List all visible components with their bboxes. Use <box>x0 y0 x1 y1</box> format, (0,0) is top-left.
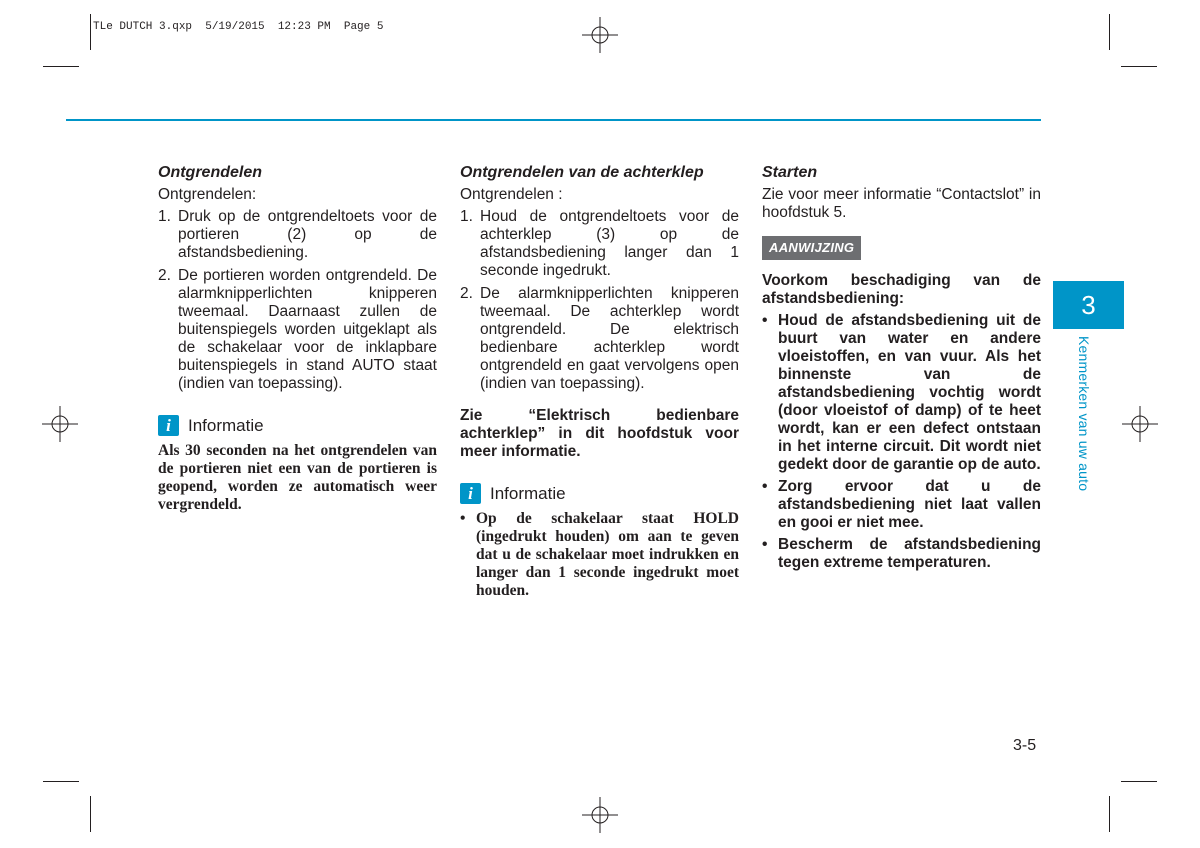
step-text: Druk op de ontgrendeltoets voor de portieren (2) op de afstandsbediening. <box>178 208 437 261</box>
column-tailgate <box>460 164 739 600</box>
crop-mark <box>1121 66 1157 67</box>
crop-mark <box>1109 14 1110 50</box>
list-item <box>762 478 1041 532</box>
chapter-side-label: Kenmerken van uw auto <box>1076 336 1092 492</box>
notice-badge: AANWIJZING <box>762 236 861 260</box>
intro-text: Ontgrendelen : <box>460 186 563 203</box>
info-icon: i <box>460 483 481 504</box>
info-text: Op de schakelaar staat HOLD (ingedrukt houden) om aan te geven dat u de schakelaar moet indrukken en langer dan 1 seconde ingedrukt moet houden. <box>476 510 739 599</box>
column-starting <box>762 164 1041 572</box>
info-icon: i <box>158 415 179 436</box>
print-slug: TLe DUTCH 3.qxp 5/19/2015 12:23 PM Page 5 <box>93 21 384 33</box>
section-heading: Starten <box>762 164 818 181</box>
step-text: De alarmknipperlichten knipperen tweemaal. De achterklep wordt ontgrendeld. De elektrisch bedienbare achterklep wordt ontgrendeld en gaat vervolgens open (indien van toepassing). <box>480 285 739 392</box>
crop-mark <box>1109 796 1110 832</box>
step-number: 2. <box>460 285 473 302</box>
bullet: • <box>762 312 768 329</box>
info-title: Informatie <box>490 483 566 503</box>
chapter-tab: 3 <box>1053 281 1124 329</box>
crop-mark <box>43 781 79 782</box>
list-item <box>460 208 739 280</box>
notice-title: Voorkom beschadiging van de afstandsbediening: <box>762 272 1041 307</box>
bullet: • <box>762 478 768 495</box>
crop-mark <box>90 14 91 50</box>
registration-mark-icon <box>582 797 618 833</box>
bullet: • <box>762 536 768 553</box>
crop-mark <box>1121 781 1157 782</box>
registration-mark-icon <box>42 406 78 442</box>
crop-mark <box>90 796 91 832</box>
intro-text: Ontgrendelen: <box>158 186 257 203</box>
step-text: Houd de ontgrendeltoets voor de achterklep (3) op de afstandsbediening langer dan 1 seconde ingedrukt. <box>480 208 739 279</box>
step-number: 1. <box>460 208 473 225</box>
bullet: • <box>460 510 466 527</box>
list-item <box>158 267 437 393</box>
page-number: 3-5 <box>1013 737 1037 754</box>
step-number: 2. <box>158 267 171 284</box>
info-header <box>158 415 437 436</box>
crop-mark <box>43 66 79 67</box>
notice-text: Zorg ervoor dat u de afstandsbediening niet laat vallen en gooi er niet mee. <box>778 478 1041 531</box>
list-item <box>762 536 1041 572</box>
header-rule <box>66 119 1041 121</box>
steps-list <box>460 208 739 393</box>
info-bullet-item <box>460 510 739 600</box>
list-item <box>762 312 1041 474</box>
notice-text: Houd de afstandsbediening uit de buurt van water en andere vloeistoffen, en van vuur. Als het binnenste van de afstandsbediening vochtig wordt (door vloeistof of damp) of te heet wordt, kan er een defect ontstaan in het interne circuit. Dit wordt niet gedekt door de garantie op de auto. <box>778 312 1041 473</box>
column-unlock <box>158 164 437 514</box>
info-header <box>460 483 739 504</box>
info-title: Informatie <box>188 415 264 435</box>
list-item <box>158 208 437 262</box>
step-text: De portieren worden ontgrendeld. De alarmknipperlichten knipperen tweemaal. Daarnaast zullen de buitenspiegels worden uitgeklapt als de schakelaar voor de inklapbare buitenspiegels in stand AUTO staat (indien van toepassing). <box>178 267 437 392</box>
intro-text: Zie voor meer informatie “Contactslot” in hoofdstuk 5. <box>762 186 1041 221</box>
section-heading: Ontgrendelen <box>158 164 263 181</box>
notice-text: Bescherm de afstandsbediening tegen extreme temperaturen. <box>778 536 1041 571</box>
info-text: Als 30 seconden na het ontgrendelen van de portieren niet een van de portieren is geopend, worden ze automatisch weer vergrendeld. <box>158 442 437 513</box>
list-item <box>460 285 739 393</box>
registration-mark-icon <box>582 17 618 53</box>
section-heading: Ontgrendelen van de achterklep <box>460 164 704 181</box>
registration-mark-icon <box>1122 406 1158 442</box>
reference-note: Zie “Elektrisch bedienbare achterklep” in dit hoofdstuk voor meer informatie. <box>460 407 739 460</box>
steps-list <box>158 208 437 393</box>
step-number: 1. <box>158 208 171 225</box>
